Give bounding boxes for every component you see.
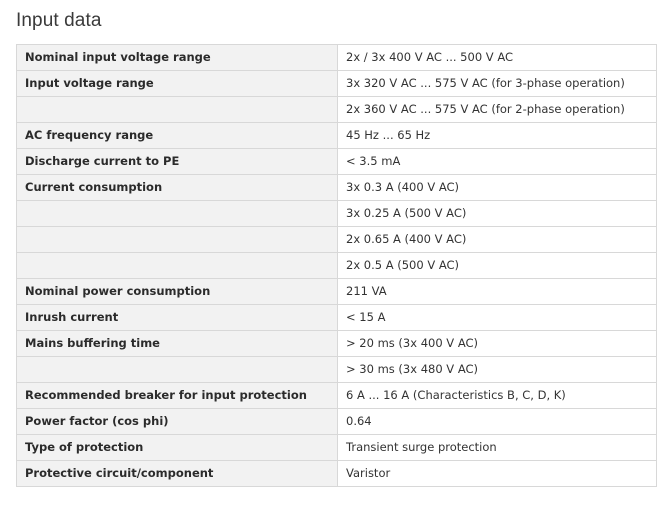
row-value: Varistor	[338, 461, 657, 487]
input-data-table	[16, 44, 657, 487]
row-value: 3x 0.25 A (500 V AC)	[338, 201, 657, 227]
row-value: 3x 320 V AC ... 575 V AC (for 3-phase operation)	[338, 71, 657, 97]
row-value: < 15 A	[338, 305, 657, 331]
row-value: > 20 ms (3x 400 V AC)	[338, 331, 657, 357]
table-row	[17, 123, 657, 149]
section-title: Input data	[16, 10, 102, 31]
table-row	[17, 71, 657, 97]
row-value: > 30 ms (3x 480 V AC)	[338, 357, 657, 383]
row-value: 6 A ... 16 A (Characteristics B, C, D, K)	[338, 383, 657, 409]
table-row	[17, 279, 657, 305]
row-value: < 3.5 mA	[338, 149, 657, 175]
table-row	[17, 45, 657, 71]
table-row	[17, 97, 657, 123]
row-label: Protective circuit/component	[17, 461, 338, 487]
row-label: Mains buffering time	[17, 331, 338, 357]
row-label: Type of protection	[17, 435, 338, 461]
row-value: 211 VA	[338, 279, 657, 305]
row-label: AC frequency range	[17, 123, 338, 149]
row-value: 3x 0.3 A (400 V AC)	[338, 175, 657, 201]
row-label: Inrush current	[17, 305, 338, 331]
row-label	[17, 97, 338, 123]
row-value: 2x 360 V AC ... 575 V AC (for 2-phase operation)	[338, 97, 657, 123]
row-label	[17, 227, 338, 253]
row-value: 2x 0.65 A (400 V AC)	[338, 227, 657, 253]
row-label	[17, 201, 338, 227]
table-row	[17, 409, 657, 435]
table-row	[17, 201, 657, 227]
table-row	[17, 149, 657, 175]
row-value: 2x / 3x 400 V AC ... 500 V AC	[338, 45, 657, 71]
table-row	[17, 253, 657, 279]
table-row	[17, 383, 657, 409]
table-row	[17, 227, 657, 253]
row-value: Transient surge protection	[338, 435, 657, 461]
row-label: Input voltage range	[17, 71, 338, 97]
table-row	[17, 357, 657, 383]
row-label	[17, 253, 338, 279]
row-label: Nominal power consumption	[17, 279, 338, 305]
table-row	[17, 175, 657, 201]
table-row	[17, 331, 657, 357]
row-value: 45 Hz ... 65 Hz	[338, 123, 657, 149]
row-label: Power factor (cos phi)	[17, 409, 338, 435]
row-label	[17, 357, 338, 383]
row-value: 2x 0.5 A (500 V AC)	[338, 253, 657, 279]
table-row	[17, 305, 657, 331]
row-value: 0.64	[338, 409, 657, 435]
row-label: Current consumption	[17, 175, 338, 201]
table-row	[17, 435, 657, 461]
row-label: Nominal input voltage range	[17, 45, 338, 71]
row-label: Recommended breaker for input protection	[17, 383, 338, 409]
row-label: Discharge current to PE	[17, 149, 338, 175]
table-row	[17, 461, 657, 487]
